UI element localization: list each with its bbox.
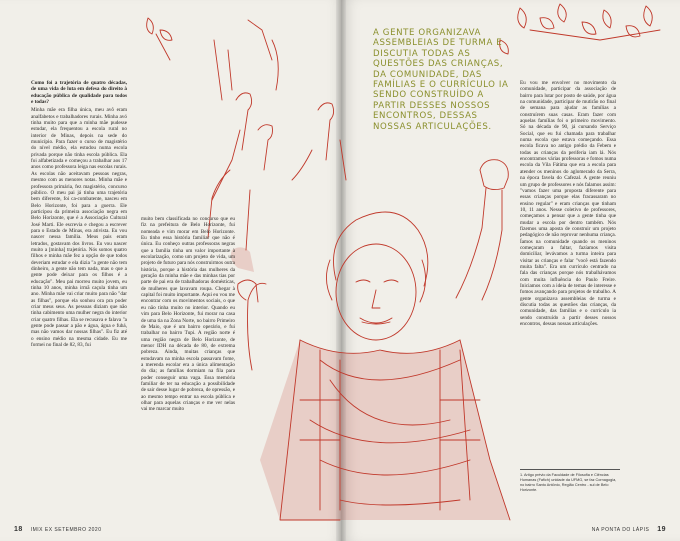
pull-quote: A GENTE ORGANIZAVA ASSEMBLEIAS DE TURMA E DISCUTIA TODAS AS QUESTÕES DAS CRIANÇAS, DA COMUNIDADE, DAS FAMÍLIAS E O CURRÍCULO IA SENDO CONSTRUÍDO A PARTIR DESSES NOSSOS ENCONTROS, DESSAS NOSSAS ARTICULAÇÕES.	[373, 28, 509, 132]
right-footer	[592, 526, 666, 533]
page-number: 18	[14, 526, 23, 533]
paragraph: muito bem classificada no concurso que eu fiz na prefeitura de Belo Horizonte, fui nomeada e vim morar em Belo Horizonte. Eu tinho essa história familiar que não é única. Eu conheço outras professoras negras que a família tinha um valor importante à escolarização, como um projeto de vida, um projeto de futuro para nós construirmos outra história, porque a história das mulheres da geração da minha mãe e das minhas tias por parte de pai era de trabalhadoras domésticas, de mulheres que lavavam roupa. Chegar à capital foi muito importante. Aqui eu vou me encontrar com os movimentos sociais, o que eu não tinha muito no interior. Quando eu vim para Belo Horizonte, fui morar na casa de uma tia na Zona Norte, no bairro Primeiro de Maio, que é um bairro operário, e fui trabalhar no bairro Tupi. A região norte é uma região negra de Belo Horizonte, de menor IDH na década de 80, de extrema pobreza. Ainda, muitas crianças que estudavam na minha escola passavam fome, a merenda escolar era a única alimentação do dia; as famílias dormiam na fila para poder conseguir uma vaga. Essa memória familiar de ter na educação a possibilidade de sair desse lugar de pobreza, de opressão, e ao mesmo tempo entrar na escola pública e olhar para aquelas crianças e me ver nelas vai me marcar muito	[141, 216, 235, 413]
interview-question: Como foi a trajetória de quatro décadas, de uma vida de luta em defesa do direito à educação pública de qualidade para todos e todas?	[31, 80, 127, 106]
footer-text: NA PONTA DO LÁPIS	[591, 527, 650, 533]
article-column-2	[141, 216, 235, 525]
footnote: 1. Artigo prévio da Faculdade de Filosofia e Ciências Humanas (Fafich) unidade da UFMG, se faz Cornagogia, no bairro Santo Antônio, Região Centro - sul de Belo Horizonte.	[520, 469, 620, 493]
paragraph: Eu vou me envolver no movimento da comunidade, participar da associação de bairro para lutar por posto de saúde, por água na comunidade, participar de mutirão no final de semana para ajudar as famílias a construírem suas casas. Eram fazer com aquelas famílias foi o primeiro movimento. Só na década de 90, já cursando Serviço Social, que eu fui chamada para trabalhar numa escola que estava começando. Essa escola ficava no antigo prédio da Febem e todas as crianças da periferia iam lá. Nós encontramos várias professoras e fomos numa escola da Vila Fátima que era a escola para atender os meninos do aglomerado da Serra, na época favela do Cafezal. A gente reuniu um grupo de professores e nós falamos assim: "vamos fazer uma proposta diferente para essas crianças porque elas fracassaram no ensino regular" e eram crianças que tinham 10, 11 anos. Nesse coletivo de professores, começamos a pensar que a gente tinha que mudar a escola por dentro também. Nós fizemos uma aposta de construir um projeto pedagógico de não reprovar nenhuma criança. Íamos na comunidade quando os meninos começaram a faltar, fazíamos visita domiciliar, levávamos a turma inteira para visitar as crianças e falar "você está fazendo muita falta". Era um currículo centrado na fala das crianças porque nós trabalhávamos com muita influência do Paulo Freire. Iniciamos com a ideia de temas de interesse e fomos avançando para projetos de trabalho. A gente organizava assembleias de turma e discutia todas as questões das crianças, da comunidade, das famílias e o currículo ia sendo construído a partir desses nossos encontros, dessas nossas articulações.	[520, 80, 616, 328]
footer-text: IMIX EX SETEMBRO 2020	[30, 527, 102, 533]
article-column-3	[520, 80, 616, 465]
article-column-1	[31, 80, 127, 525]
page-number: 19	[657, 526, 666, 533]
paragraph: Minha mãe era filha única, meu avô eram analfabetos e trabalhadores rurais. Minha avó tinha muito para que a minha mãe pudesse estudar, ela frequentou a escola rural no interior de Minas, depois na sede do município. Para fazer o curso de magistério do nível médio, ela estudou numa escola privada porque não tinha escola pública. Ela foi alfabetizada e começou a trabalhar aos 17 anos como professora leiga nas escolas rurais. As escolas não aceitavam pessoas negras, mesmo com as menores notas. Minha mãe e professora primária, fez magistério, concurso público. O meu pai já tinha uma trajetória bem diferente, foi ca-combatente, nasceu em Belo Horizonte, foi para a guerra. Ele participou da primeira associação negra em Belo Horizonte, que é a Associação Cultural José Marti. Ele escrevia e chegou a escrever para o Estado de Minas, era ativista. Eu vou nascer nessa família. Meus pais eram letrados, gostavam dos livros. Eu vou nascer muito a [minha] trajetória. Nós somos quatro filhos e minha mãe fez a opção de que todos deveriam estudar e ela dizia "a gente não tem dinheiro, a gente não tem nada, mas o que a gente pode deixar para os filhos é a educação". Meu pai morreu muito jovem, eu tinha 10 anos, minha irmã caçula tinha um ano. Minha mãe vai criar muito para não "dar as filhas", porque ela sonhou ora pra poder criar meus seus. As pessoas diziam que não tinha cabimento uma mulher negra do interior criar quatro filhas. Ela se recusava e falava "a gente pode passar a pão e água, água e fubá, mas não vamos dar nossas filhas". Eu fiz até o ensino médio na mesma cidade. Eu me formei no final de 82, 83, fui	[31, 107, 127, 349]
left-footer	[14, 526, 102, 533]
